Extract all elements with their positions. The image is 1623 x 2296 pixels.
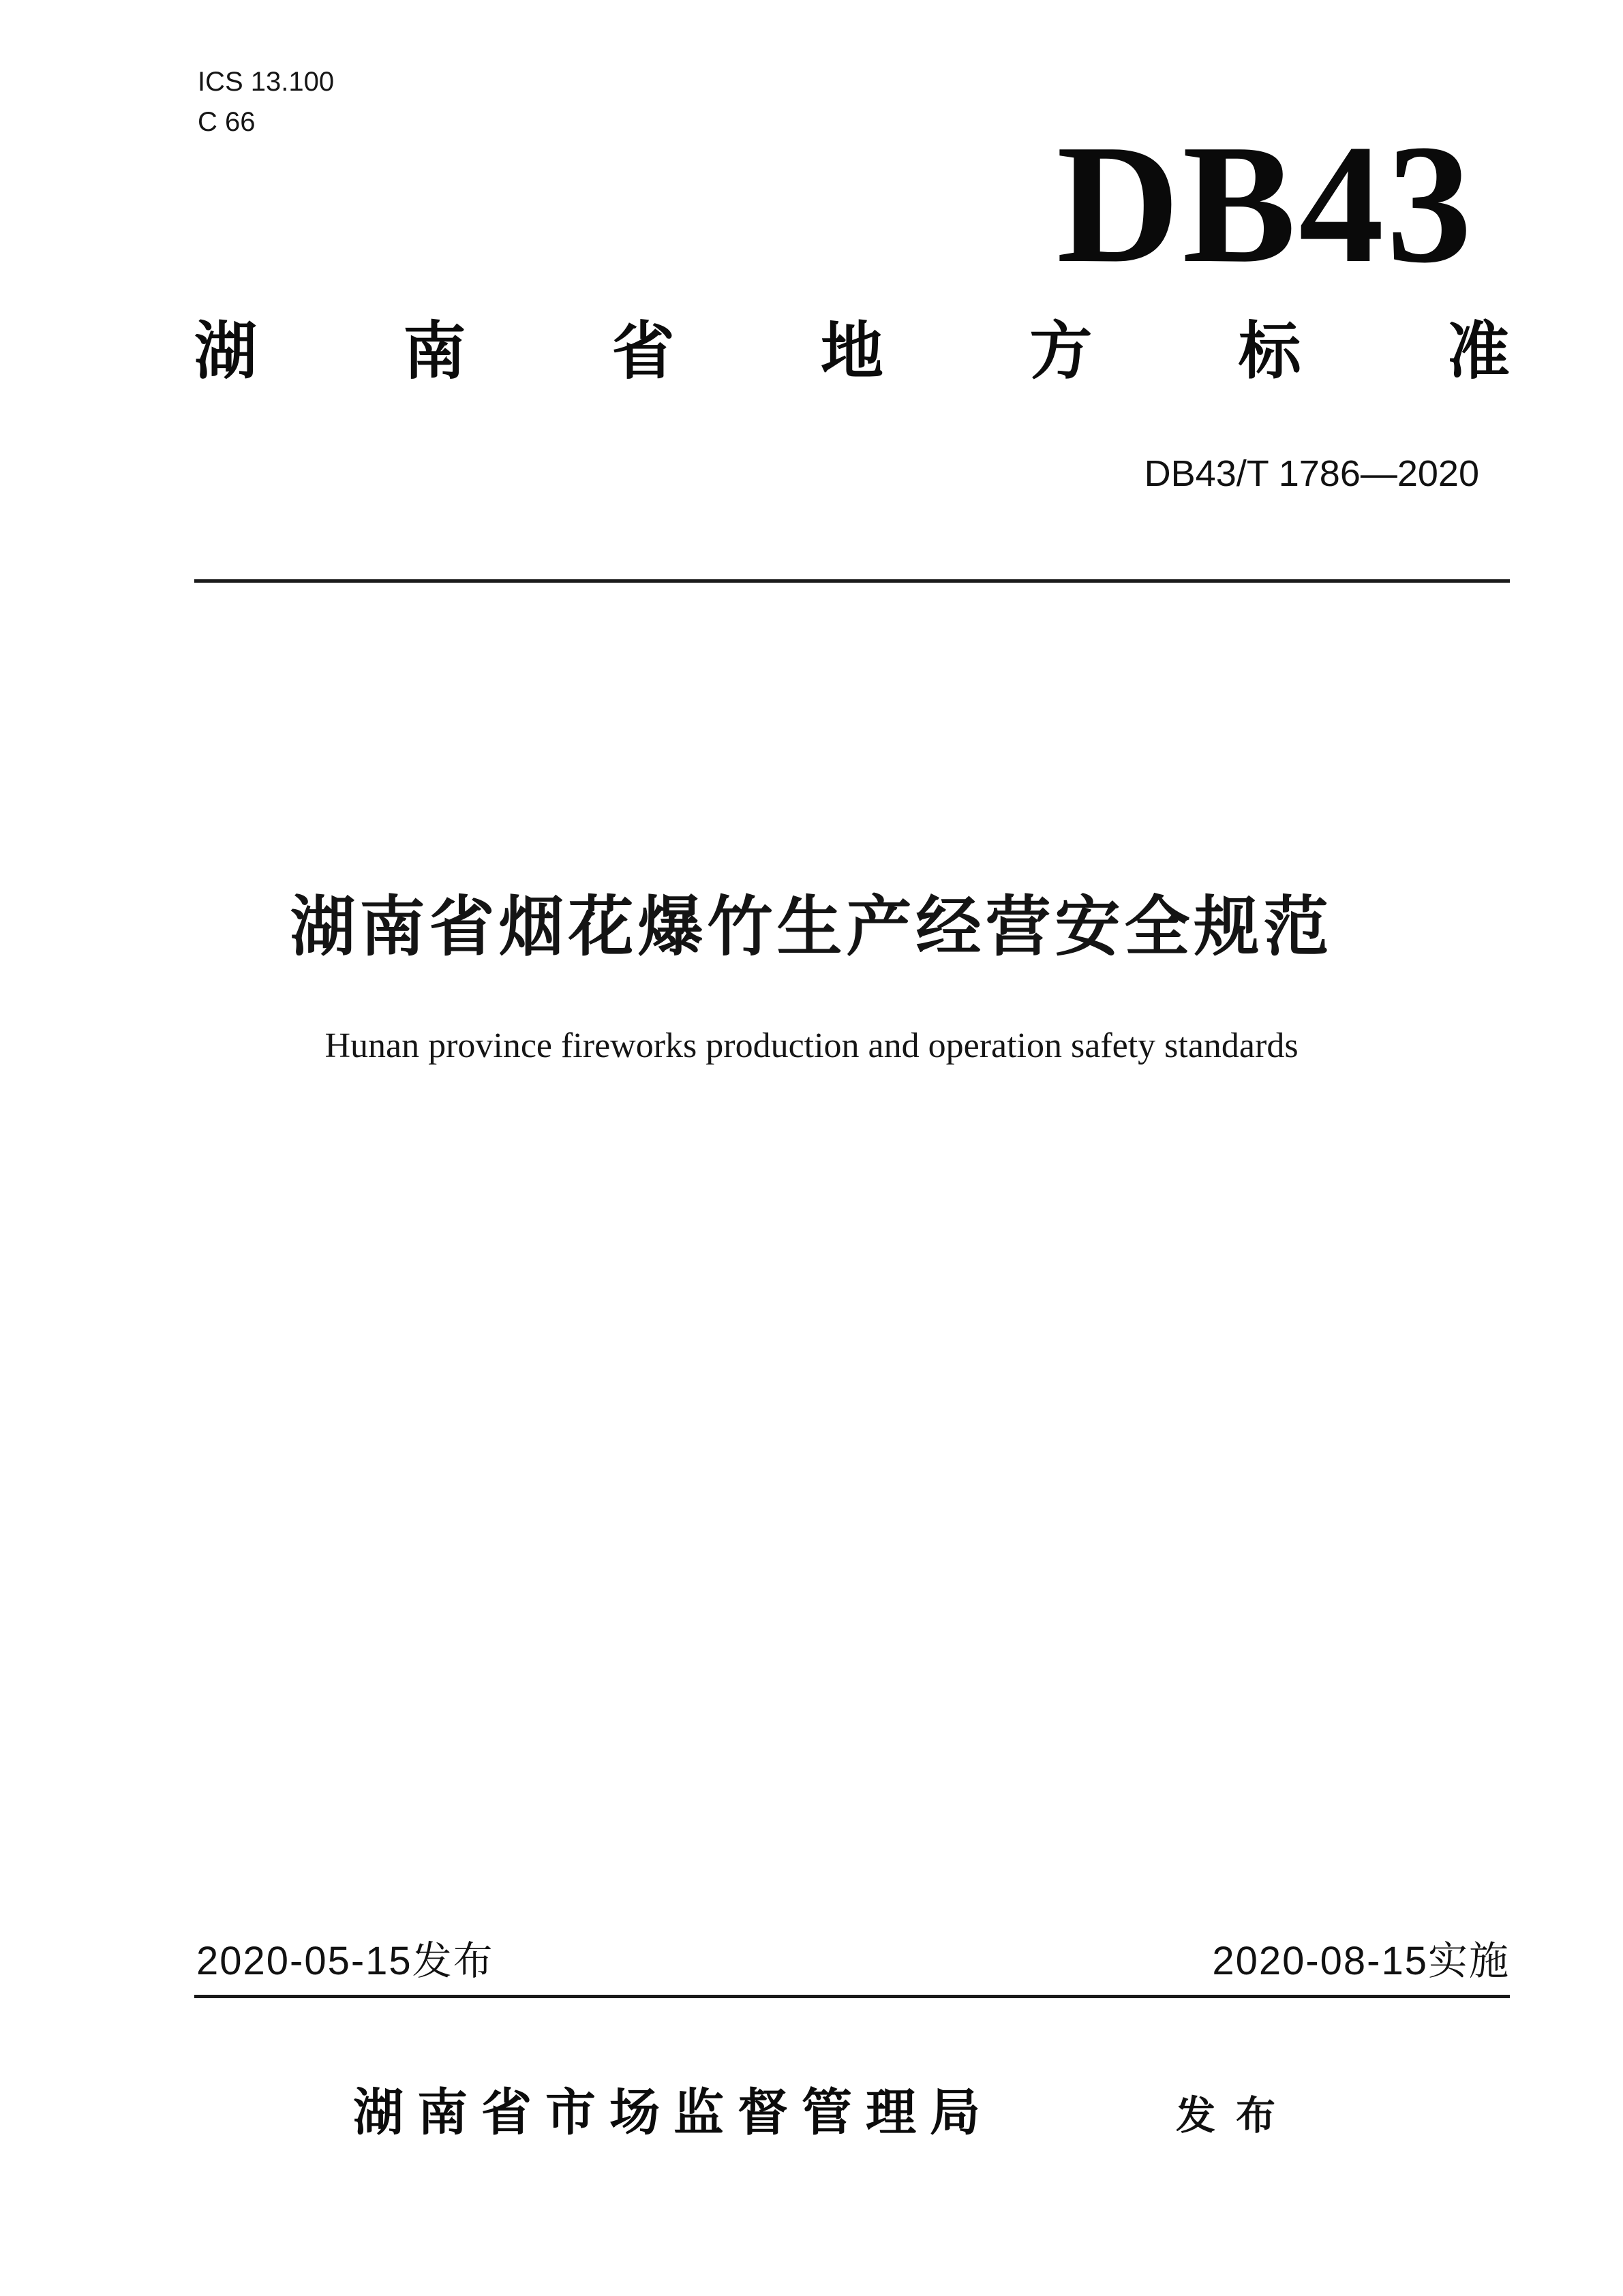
doc-type-char: 标 [1238,315,1301,388]
issuing-authority: 湖南省市场监督管理局 [353,2083,994,2142]
ics-code: ICS 13.100 [198,67,335,97]
doc-type-char: 准 [1446,315,1510,388]
title-chinese: 湖南省烟花爆竹生产经营安全规范 [290,889,1333,965]
db-badge: DB43 [1057,110,1475,299]
doc-type-char: 省 [611,315,675,388]
issue-label: 发布 [1176,2092,1296,2139]
doc-type-char: 南 [403,315,466,388]
title-english: Hunan province fireworks production and operation safety standards [324,1026,1299,1065]
doc-type-char: 方 [1029,315,1093,388]
ccs-code: C 66 [198,107,256,137]
header-divider [194,579,1510,583]
standard-number: DB43/T 1786—2020 [1144,453,1479,494]
issue-date: 2020-05-15发布 [196,1939,494,1983]
footer-divider [194,1995,1510,1998]
doc-type-char: 地 [820,315,883,388]
doc-type-char: 湖 [194,315,258,388]
doc-type-heading [194,305,1510,387]
implementation-date: 2020-08-15实施 [1212,1939,1510,1983]
